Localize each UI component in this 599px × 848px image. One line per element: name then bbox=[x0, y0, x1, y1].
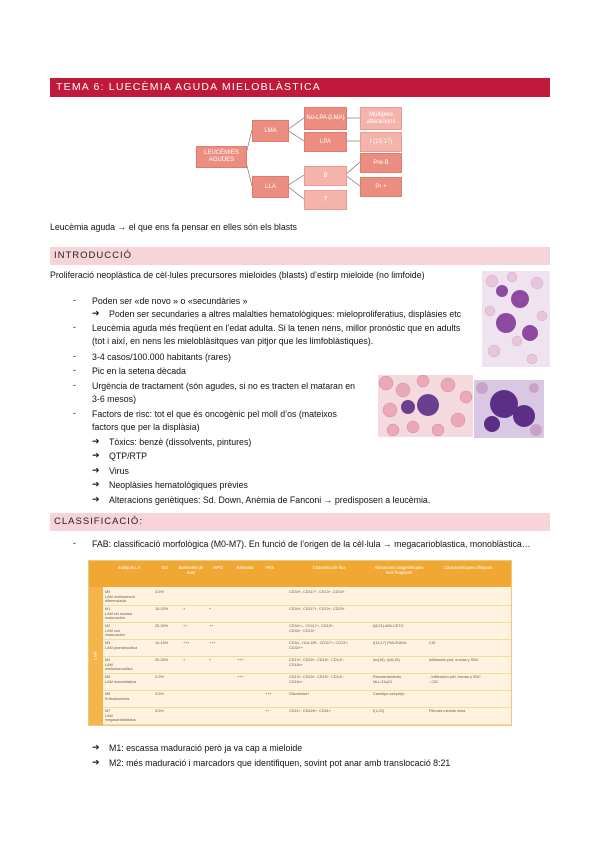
m1-text: M1: escassa maduració però ja va cap a mieloide bbox=[109, 743, 303, 753]
risk-1: Tòxics: benzè (dissolvents, pintures) bbox=[109, 437, 252, 447]
table-cell-clin: - Infiltración piel, encías y SNC - CID bbox=[429, 675, 481, 684]
th-pas: PAS bbox=[265, 565, 275, 570]
blood-smear-image-2 bbox=[378, 375, 473, 437]
fab-text: FAB: classificació morfològica (M0-M7). En funció de l’origen de la cèl·lula → megacarioblastica, monoblàstica… bbox=[92, 539, 531, 549]
bullet-dash: - bbox=[73, 538, 76, 548]
arrow-icon: ➔ bbox=[92, 436, 100, 446]
th-clinica: Característiques clíniques bbox=[443, 565, 493, 570]
intro-b6b: factors que per la displàsia) bbox=[92, 422, 200, 432]
table-cell-eg: 3-5% bbox=[155, 692, 164, 696]
node-t1517: t (15;17) bbox=[360, 132, 402, 152]
intro-line: Leucèmia aguda → el que ens fa pensar en elles són els blasts bbox=[50, 222, 297, 232]
intro-b1: Poden ser «de novo » o «secundàries » bbox=[92, 296, 248, 306]
th-auer: Bastonets de Auer bbox=[178, 565, 204, 575]
arrow-icon: ➔ bbox=[92, 450, 100, 460]
node-pre-b: Pre-B bbox=[360, 153, 402, 173]
section-class-bar bbox=[50, 513, 550, 531]
intro-b5: Urgència de tractament (són agudes, si no es tracten el mataran en bbox=[92, 381, 356, 391]
table-cell-flux: CD34+/-, CD117+, CD13+, CD33+, CD15+ bbox=[289, 624, 335, 633]
table-row bbox=[103, 707, 511, 725]
table-cell-mpo: + bbox=[209, 658, 212, 662]
table-cell-sub: M5 LAM monoblástica bbox=[105, 675, 137, 684]
intro-b1a: Poden ser secundaries a altres malalties hematològiques: mieloproliferatius, displàsies etc bbox=[109, 309, 462, 319]
risk-5: Alteracions genètiques: Sd. Down, Anèmia de Fanconi → predisposen a leucèmia. bbox=[109, 495, 431, 505]
intro-b5b: 3-6 mesos) bbox=[92, 394, 136, 404]
table-cell-sub: M1 LAM sin escasa maduración bbox=[105, 607, 132, 621]
bullet-dash: - bbox=[73, 380, 76, 390]
node-leucemies-agudes: LEUCÈMIES AGUDES bbox=[196, 146, 247, 168]
table-cell-est: +++ bbox=[237, 675, 244, 679]
page-title: TEMA 6: LUECÈMIA AGUDA MIELOBLÀSTICA bbox=[56, 81, 321, 93]
arrow-icon: ➔ bbox=[92, 742, 100, 752]
table-cell-pas: ++ bbox=[265, 709, 270, 713]
side-lma: LMA bbox=[92, 651, 98, 660]
table-cell-clin: Infiltración piel, encías y SNC bbox=[429, 658, 479, 662]
table-cell-cit: Reordenamiento MLL/11q23 bbox=[373, 675, 402, 684]
arrow-icon: ➔ bbox=[92, 757, 100, 767]
table-cell-eg: 25-30% bbox=[155, 624, 169, 628]
risk-2: QTP/RTP bbox=[109, 451, 147, 461]
node-lma: LMA bbox=[252, 120, 289, 142]
table-row bbox=[103, 588, 511, 606]
section-intro-bar bbox=[50, 247, 550, 265]
table-cell-flux: CD34-, HLA-DR-, CD117+, CD13+, CD33++ bbox=[289, 641, 349, 650]
table-cell-cit: Cariotipo complejo bbox=[373, 692, 405, 696]
title-bar bbox=[50, 78, 550, 97]
risk-3: Virus bbox=[109, 466, 129, 476]
m2-text: M2: més maduració i marcadors que identifiquen, sovint pot anar amb translocació 8:21 bbox=[109, 758, 451, 768]
table-cell-eg: 10-15% bbox=[155, 641, 169, 645]
table-cell-pas: +++ bbox=[265, 692, 272, 696]
table-row bbox=[103, 656, 511, 674]
table-cell-sub: M6 Eritroleucemia bbox=[105, 692, 130, 701]
table-cell-mpo: ++ bbox=[209, 624, 214, 628]
th-esterasa: Esterasa bbox=[236, 565, 254, 570]
table-row bbox=[103, 622, 511, 640]
table-cell-mpo: +++ bbox=[209, 641, 216, 645]
fab-table bbox=[88, 560, 512, 726]
intro-b6: Factors de risc: tot el que és oncogènic pel moll d’os (mateixos bbox=[92, 409, 337, 419]
node-lpa: LPA bbox=[304, 132, 347, 152]
table-cell-flux: CD13+, CD33+, CD15+, CD14+, CD11b+ bbox=[289, 675, 345, 684]
section-intro-title: INTRODUCCIÓ bbox=[54, 250, 133, 261]
table-row bbox=[103, 605, 511, 623]
table-cell-eg: 2-9% bbox=[155, 675, 164, 679]
table-cell-est: +++ bbox=[237, 658, 244, 662]
section-class-title: CLASSIFICACIÓ: bbox=[54, 516, 143, 527]
table-cell-cit: t(1;22) bbox=[373, 709, 384, 713]
table-cell-flux: CD34+, CD117+, CD13+, CD33+ bbox=[289, 607, 345, 611]
table-cell-cit: inv(16), t(16;16) bbox=[373, 658, 400, 662]
risk-4: Neoplàsies hematològiques prèvies bbox=[109, 480, 248, 490]
table-header bbox=[89, 561, 511, 587]
table-cell-eg: 3-5% bbox=[155, 590, 164, 594]
table-cell-eg: 3-5% bbox=[155, 709, 164, 713]
table-cell-eg: 15-20% bbox=[155, 607, 169, 611]
th-citometria: Citometria de flux bbox=[312, 565, 346, 570]
th-alteracions: Alteracions citogenètiques més freqüents bbox=[374, 565, 424, 575]
bullet-dash: - bbox=[73, 351, 76, 361]
table-cell-auer: ++ bbox=[183, 624, 188, 628]
bullet-dash: - bbox=[73, 295, 76, 305]
th-mpo: MPO bbox=[213, 565, 223, 570]
arrow-icon: ➔ bbox=[92, 479, 100, 489]
node-t: T bbox=[304, 190, 347, 210]
table-cell-cit: t(15;17) PML/RARA bbox=[373, 641, 407, 645]
node-no-lpa: No-LPA (LMA) bbox=[304, 107, 347, 130]
table-cell-flux: CD34+, CD117+, CD13+, CD33+ bbox=[289, 590, 345, 594]
blood-smear-image-1 bbox=[482, 271, 550, 367]
node-pre: Pr + bbox=[360, 177, 402, 197]
table-side-label bbox=[89, 587, 103, 725]
table-cell-sub: M7 LAM megacarioblástica bbox=[105, 709, 136, 723]
table-cell-flux: Glicoforina+ bbox=[289, 692, 310, 696]
intro-b2b: (tot i així, en nens les mieloblàsitques van pitjor que les limfoblàstiques). bbox=[92, 336, 374, 346]
table-cell-auer: +++ bbox=[183, 641, 190, 645]
arrow-icon: ➔ bbox=[92, 494, 100, 504]
table-row bbox=[103, 639, 511, 657]
table-row bbox=[103, 673, 511, 691]
node-multiples: Múltiples alteracions bbox=[360, 107, 402, 130]
table-cell-clin: CID bbox=[429, 641, 436, 645]
intro-b4: Pic en la setena dècada bbox=[92, 366, 186, 376]
table-cell-cit: t(8;21) AML1/ETO bbox=[373, 624, 404, 628]
node-b: B bbox=[304, 166, 347, 186]
table-cell-sub: M3 LAM promielocítica bbox=[105, 641, 138, 650]
table-cell-sub: M2 LAM con maduración bbox=[105, 624, 125, 638]
intro-b3: 3-4 casos/100.000 habitants (rares) bbox=[92, 352, 231, 362]
th-eg: EG bbox=[161, 565, 169, 570]
bullet-dash: - bbox=[73, 365, 76, 375]
table-cell-flux: CD13+, CD33+, CD15+, CD14+, CD11b+ bbox=[289, 658, 345, 667]
table-cell-sub: M4 LAM mielomonocítica bbox=[105, 658, 133, 672]
table-cell-flux: CD41+, CD42b+, CD61+ bbox=[289, 709, 332, 713]
intro-lead: Proliferació neoplàstica de cèl·lules precursores mieloides (blasts) d’estirp mieloide (no limfoide) bbox=[50, 270, 425, 280]
th-subtipus: Subtipus LA bbox=[117, 565, 141, 570]
blood-smear-image-3 bbox=[474, 380, 544, 438]
table-cell-auer: + bbox=[183, 658, 186, 662]
table-cell-auer: + bbox=[183, 607, 186, 611]
arrow-icon: ➔ bbox=[92, 465, 100, 475]
table-row bbox=[103, 690, 511, 708]
table-cell-mpo: + bbox=[209, 607, 212, 611]
bullet-dash: - bbox=[73, 408, 76, 418]
table-cell-clin: Fibrosis médula ósea bbox=[429, 709, 466, 713]
intro-b2: Leucèmia aguda més freqüent en l’edat adulta. Si la tenen nens, millor pronòstic que en adults bbox=[92, 323, 461, 333]
bullet-dash: - bbox=[73, 322, 76, 332]
table-cell-sub: M0 LAM mínimament diferenciada bbox=[105, 590, 135, 604]
table-cell-eg: 20-30% bbox=[155, 658, 169, 662]
node-lla: LLA bbox=[252, 176, 289, 198]
arrow-icon: ➔ bbox=[92, 308, 100, 318]
